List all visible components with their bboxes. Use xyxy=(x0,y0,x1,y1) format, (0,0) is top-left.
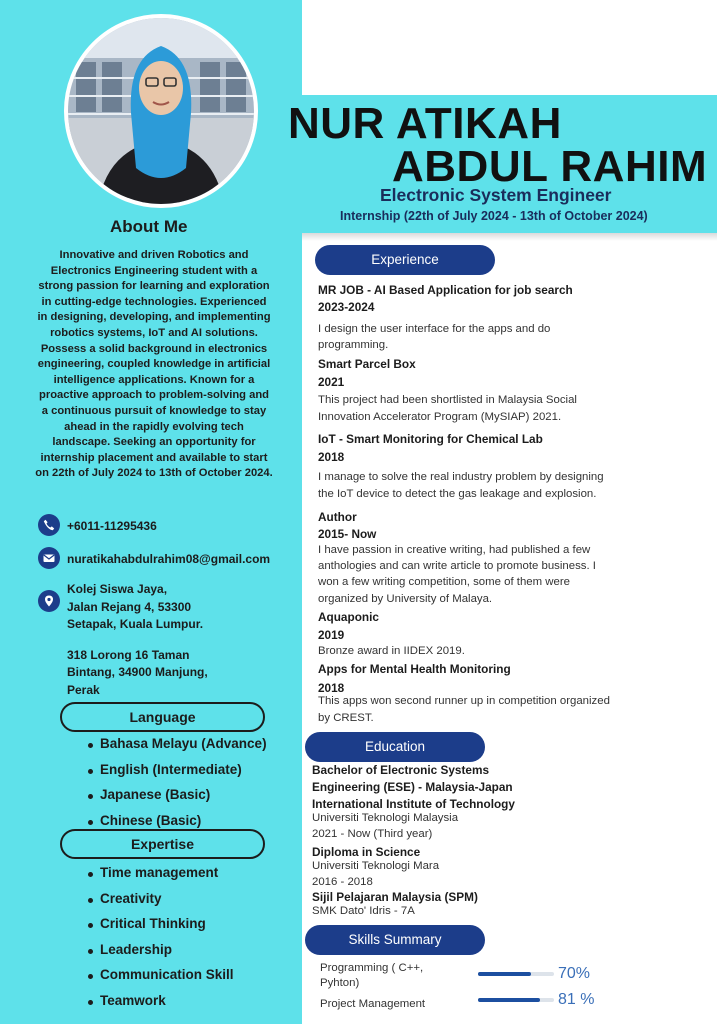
exp-title: Apps for Mental Health Monitoring xyxy=(318,662,511,676)
edu-title: Bachelor of Electronic Systems xyxy=(312,763,490,777)
email-icon xyxy=(38,547,60,569)
expertise-item: Leadership xyxy=(88,942,234,968)
skill-label-line: Programming ( C++, xyxy=(320,962,424,974)
exp-desc: Innovation Accelerator Program (MySIAP) 2021. xyxy=(318,411,562,423)
expertise-item: Critical Thinking xyxy=(88,916,234,942)
edu-detail: Universiti Teknologi Malaysia xyxy=(312,812,459,824)
skill-label-project-management xyxy=(320,997,425,1012)
exp-desc: programming. xyxy=(318,339,389,351)
about-line: Possess a solid background in electronics xyxy=(40,342,268,355)
exp-title: IoT - Smart Monitoring for Chemical Lab xyxy=(318,432,543,446)
experience-heading: Experience xyxy=(315,245,495,275)
name-line-2: ABDUL RAHIM xyxy=(392,142,708,191)
about-line: Innovative and driven Robotics and xyxy=(59,249,249,261)
skills-heading: Skills Summary xyxy=(305,925,485,955)
internship-period: Internship (22th of July 2024 - 13th of October 2024) xyxy=(340,209,648,223)
exp-desc: This project had been shortlisted in Malaysia Social xyxy=(318,394,577,406)
expertise-heading: Expertise xyxy=(60,829,265,859)
address-line: Perak xyxy=(67,683,100,697)
address-line: 318 Lorong 16 Taman xyxy=(67,648,190,662)
about-line: landscape. Seeking an opportunity for xyxy=(52,436,256,449)
skill-bar-fill xyxy=(478,972,531,976)
edu-title: Sijil Pelajaran Malaysia (SPM) xyxy=(312,890,478,904)
edu-title: Engineering (ESE) - Malaysia-Japan xyxy=(312,780,513,794)
about-line: ahead in the rapidly evolving tech xyxy=(64,420,244,433)
exp-desc: anthologies and can write article to promote business. I xyxy=(318,560,596,572)
about-line: on 22th of July 2024 to 13th of October 2024. xyxy=(35,467,273,480)
exp-title: Smart Parcel Box xyxy=(318,357,416,371)
language-list xyxy=(88,736,267,838)
about-line: in designing, developing, and implementing xyxy=(37,311,271,324)
about-line: robotics systems, IoT and AI solutions. xyxy=(50,326,258,339)
about-line: strong passion for learning and exploration xyxy=(38,280,270,293)
about-line: in cutting-edge technologies. Experienced xyxy=(41,295,267,308)
profile-photo xyxy=(64,14,258,208)
exp-year: 2023-2024 xyxy=(318,300,375,314)
about-line: internship placement and available to start xyxy=(40,451,268,464)
edu-detail: Universiti Teknologi Mara xyxy=(312,860,440,872)
exp-desc: I manage to solve the real industry problem by designing xyxy=(318,471,604,483)
about-heading: About Me xyxy=(110,217,188,236)
phone-number[interactable]: +6011-11295436 xyxy=(67,519,157,533)
job-title: Electronic System Engineer xyxy=(380,185,612,205)
education-heading: Education xyxy=(305,732,485,762)
exp-desc: I have passion in creative writing, had published a few xyxy=(318,544,591,556)
language-heading: Language xyxy=(60,702,265,732)
exp-desc: organized by University of Malaya. xyxy=(318,593,493,605)
exp-desc: This apps won second runner up in competition organized xyxy=(318,695,610,707)
edu-detail: 2016 - 2018 xyxy=(312,876,373,888)
location-icon xyxy=(38,590,60,612)
about-line: proactive approach to problem-solving and xyxy=(39,389,269,402)
exp-title: MR JOB - AI Based Application for job search xyxy=(318,283,573,297)
exp-year: 2015- Now xyxy=(318,527,377,541)
expertise-item: Time management xyxy=(88,865,234,891)
exp-year: 2021 xyxy=(318,375,345,389)
language-item: Bahasa Melayu (Advance) xyxy=(88,736,267,762)
skill-percent: 81 % xyxy=(558,991,595,1008)
exp-desc: I design the user interface for the apps and do xyxy=(318,323,551,335)
edu-detail: 2021 - Now (Third year) xyxy=(312,828,433,840)
about-text xyxy=(12,248,296,482)
skill-label-line: Pyhton) xyxy=(320,977,360,989)
skill-percent: 70% xyxy=(558,965,591,982)
about-line: Electronics Engineering student with a xyxy=(50,264,258,277)
edu-title: International Institute of Technology xyxy=(312,797,515,811)
address-line: Bintang, 34900 Manjung, xyxy=(67,665,208,679)
exp-desc: Bronze award in IIDEX 2019. xyxy=(318,645,465,657)
header-shadow xyxy=(302,233,717,241)
edu-title: Diploma in Science xyxy=(312,845,421,859)
address-line: Jalan Rejang 4, 53300 xyxy=(67,600,192,614)
exp-title: Author xyxy=(318,510,357,524)
skill-label-line: Project Management xyxy=(320,998,426,1010)
exp-desc: won a few writing competition, some of them were xyxy=(318,576,570,588)
about-line: intelligence applications. Known for a xyxy=(53,373,255,386)
name-line-1: NUR ATIKAH xyxy=(288,99,562,148)
expertise-item: Teamwork xyxy=(88,993,234,1019)
edu-detail: SMK Dato' Idris - 7A xyxy=(312,905,415,917)
email-address[interactable]: nuratikahabdulrahim08@gmail.com xyxy=(67,552,271,566)
expertise-item: Communication Skill xyxy=(88,967,234,993)
expertise-item: Creativity xyxy=(88,891,234,917)
skill-bar-fill xyxy=(478,998,540,1002)
exp-year: 2018 xyxy=(318,450,345,464)
skill-bar-project-management xyxy=(478,998,554,1002)
language-item: Chinese (Basic) xyxy=(88,813,267,839)
address-line: Kolej Siswa Jaya, xyxy=(67,582,168,596)
exp-desc: by CREST. xyxy=(318,712,374,724)
language-item: Japanese (Basic) xyxy=(88,787,267,813)
exp-title: Aquaponic xyxy=(318,610,379,624)
skill-label-programming xyxy=(320,961,423,991)
expertise-list xyxy=(88,865,234,1018)
exp-desc: the IoT device to detect the gas leakage and explosion. xyxy=(318,488,597,500)
about-line: a continuous pursuit of knowledge to stay xyxy=(41,404,267,417)
about-line: engineering, coupled knowledge in artificial xyxy=(37,358,271,371)
skill-bar-programming xyxy=(478,972,554,976)
exp-year: 2019 xyxy=(318,628,345,642)
address-line: Setapak, Kuala Lumpur. xyxy=(67,617,204,631)
phone-icon xyxy=(38,514,60,536)
exp-year: 2018 xyxy=(318,681,345,695)
language-item: English (Intermediate) xyxy=(88,762,267,788)
